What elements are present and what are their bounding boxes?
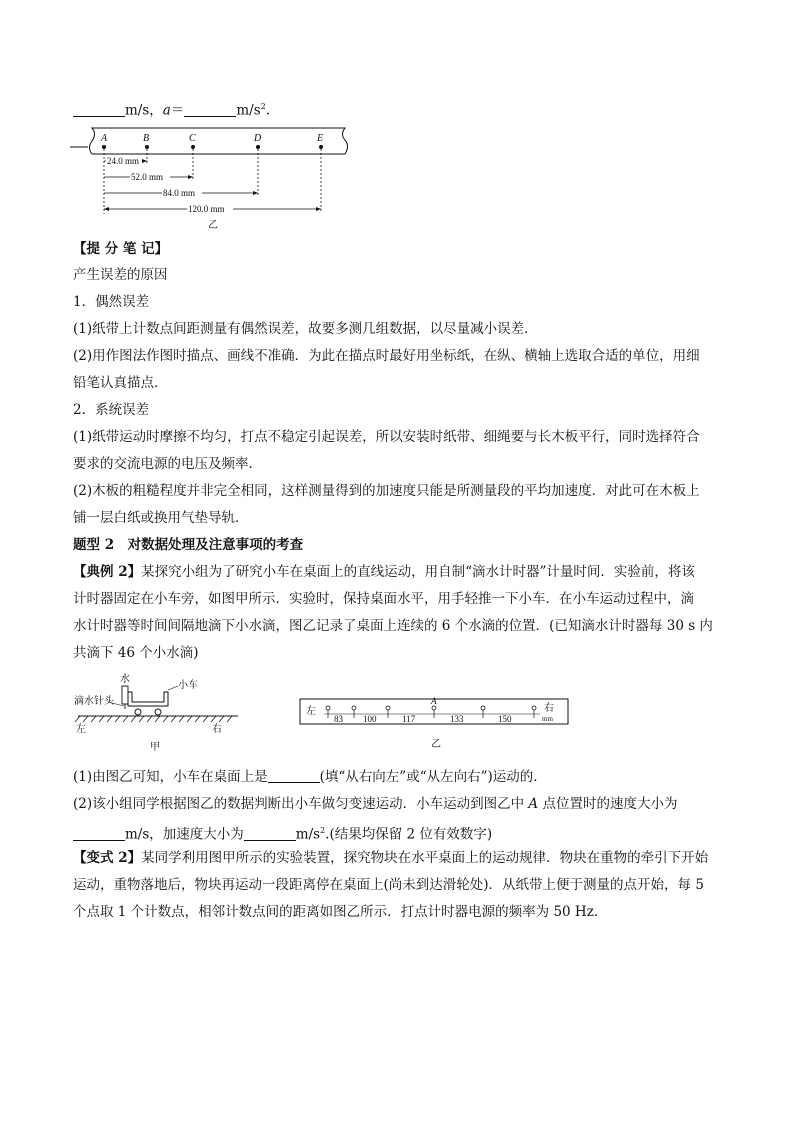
dot-a — [102, 145, 106, 149]
question-text: (填“从右向左”或“从左向右”)运动的． — [319, 769, 547, 785]
period: . — [265, 102, 271, 119]
segment-5: 150 — [498, 714, 512, 724]
label-right: 右 — [212, 724, 222, 735]
label-water: 水 — [120, 674, 130, 685]
answer-blank[interactable] — [184, 101, 236, 117]
question-1 — [73, 764, 723, 790]
paragraph: 铅笔认真描点． — [73, 375, 168, 391]
section-2-title: 2．系统误差 — [73, 402, 150, 418]
variant-2-line — [73, 845, 723, 871]
segment-1: 83 — [334, 714, 343, 724]
equals-sign: ＝ — [170, 102, 185, 119]
label-left: 左 — [76, 724, 86, 735]
variant-text: 某同学利用图甲所示的实验装置，探究物块在水平桌面上的运动规律．物块在重物的牵引下开始 — [141, 850, 709, 866]
example-text: 某探究小组为了研究小车在桌面上的直线运动，用自制“滴水计时器”计量时间．实验前，将该 — [141, 564, 695, 580]
example-2-line: 共滴下 46 个小水滴) — [73, 645, 199, 661]
variant-tag: 【变式 2】 — [73, 850, 142, 866]
label-c: C — [189, 133, 196, 144]
drop — [352, 706, 356, 710]
topic-2-title: 题型 2 对数据处理及注意事项的考查 — [73, 537, 304, 553]
drip-container — [122, 686, 128, 704]
answer-blank[interactable] — [73, 101, 125, 117]
answer-blank[interactable] — [73, 825, 125, 841]
paragraph: (1)纸带运动时摩擦不均匀，打点不稳定引起误差，所以安装时纸带、细绳要与长木板平行，同时选择符合 — [73, 429, 700, 445]
question-text: 点位置时的速度大小为 — [538, 796, 678, 812]
drop — [386, 706, 390, 710]
dim-ae: 120.0 mm — [188, 204, 225, 214]
dim-ad: 84.0 mm — [163, 188, 196, 198]
segment-4: 133 — [450, 714, 464, 724]
dot-c — [191, 145, 195, 149]
question-2-line-1 — [73, 791, 723, 817]
label-unit: mm — [542, 715, 553, 723]
unit-text: m/s — [236, 102, 261, 119]
question-2-line-2 — [73, 818, 723, 848]
question-text: (2)该小组同学根据图乙的数据判断出小车做匀变速运动．小车运动到图乙中 — [73, 796, 529, 812]
tape-outline — [90, 128, 348, 154]
paragraph: 铺一层白纸或换用气垫导轨． — [73, 510, 249, 526]
unit-text: m/s， — [125, 102, 163, 119]
paper-tape-figure — [70, 124, 360, 232]
question-text: m/s，加速度大小为 — [125, 826, 244, 843]
paragraph: (2)木板的粗糙程度并非完全相同，这样测量得到的加速度只能是所测量段的平均加速度．对此可在木板上 — [73, 483, 700, 499]
figure-caption-yi: 乙 — [431, 739, 441, 750]
drop — [326, 706, 330, 710]
variant-2-line: 个点取 1 个计数点，相邻计数点间的距离如图乙所示．打点计时器电源的频率为 50 Hz. — [73, 904, 599, 920]
dot-d — [256, 145, 260, 149]
figure-caption-jia: 甲 — [150, 742, 160, 753]
segment-3: 117 — [402, 714, 416, 724]
figure-caption-yi: 乙 — [208, 220, 218, 231]
dot-e — [319, 145, 323, 149]
example-2-line — [73, 559, 723, 585]
label-right: 右 — [544, 703, 554, 714]
superscript: 2 — [320, 826, 326, 835]
paragraph: (1)纸带上计数点间距测量有偶然误差，故要多测几组数据，以尽量减小误差． — [73, 321, 538, 337]
label-left: 左 — [306, 706, 316, 717]
drop — [432, 706, 436, 710]
car-body — [128, 692, 168, 706]
paragraph: (2)用作图法作图时描点、画线不准确．为此在描点时最好用坐标纸，在纵、横轴上选取合适的单位，用细 — [73, 348, 700, 364]
variant-2-line: 运动，重物落地后，物块再运动一段距离停在桌面上(尚未到达滑轮处)．从纸带上便于测量的点开始，每 5 — [73, 877, 704, 893]
drop — [481, 706, 485, 710]
dim-ab: 24.0 mm — [107, 156, 140, 166]
answer-line-velocity-acceleration — [73, 94, 723, 124]
drop — [532, 706, 536, 710]
var-a: a — [162, 102, 171, 119]
example-2-line: 计时器固定在小车旁，如图甲所示．实验时，保持桌面水平，用手轻推一下小车．在小车运动过程中，滴 — [73, 591, 694, 607]
label-d: D — [254, 133, 262, 144]
section-1-title: 1．偶然误差 — [73, 294, 150, 310]
label-b: B — [143, 133, 150, 144]
question-text: (1)由图乙可知，小车在桌面上是 — [73, 769, 268, 785]
label-car: 小车 — [178, 680, 198, 691]
notes-intro: 产生误差的原因 — [73, 267, 168, 283]
answer-blank[interactable] — [244, 825, 296, 841]
paragraph: 要求的交流电源的电压及频率． — [73, 456, 262, 472]
label-a: A — [101, 133, 108, 144]
notes-heading: 【提 分 笔 记】 — [73, 241, 169, 257]
water-drop-record-figure — [296, 694, 572, 756]
dot-b — [145, 145, 149, 149]
dim-ac: 52.0 mm — [131, 172, 164, 182]
wheel — [155, 709, 161, 715]
question-text: .(结果均保留 2 位有效数字) — [325, 826, 493, 843]
unit-text: m/s — [295, 826, 321, 843]
example-tag: 【典例 2】 — [73, 564, 142, 580]
example-2-line: 水计时器等时间间隔地滴下小水滴，图乙记录了桌面上连续的 6 个水滴的位置．(已知滴水计时器每 30 s 内 — [73, 618, 713, 634]
drip-timer-car-figure — [72, 672, 242, 754]
answer-blank[interactable] — [268, 767, 320, 783]
label-e: E — [317, 133, 324, 144]
point-label: A — [528, 796, 539, 812]
label-needle: 滴水针头 — [74, 696, 114, 707]
wheel — [135, 709, 141, 715]
segment-2: 100 — [363, 714, 377, 724]
label-point-a: A — [431, 696, 437, 706]
superscript: 2 — [260, 102, 266, 111]
